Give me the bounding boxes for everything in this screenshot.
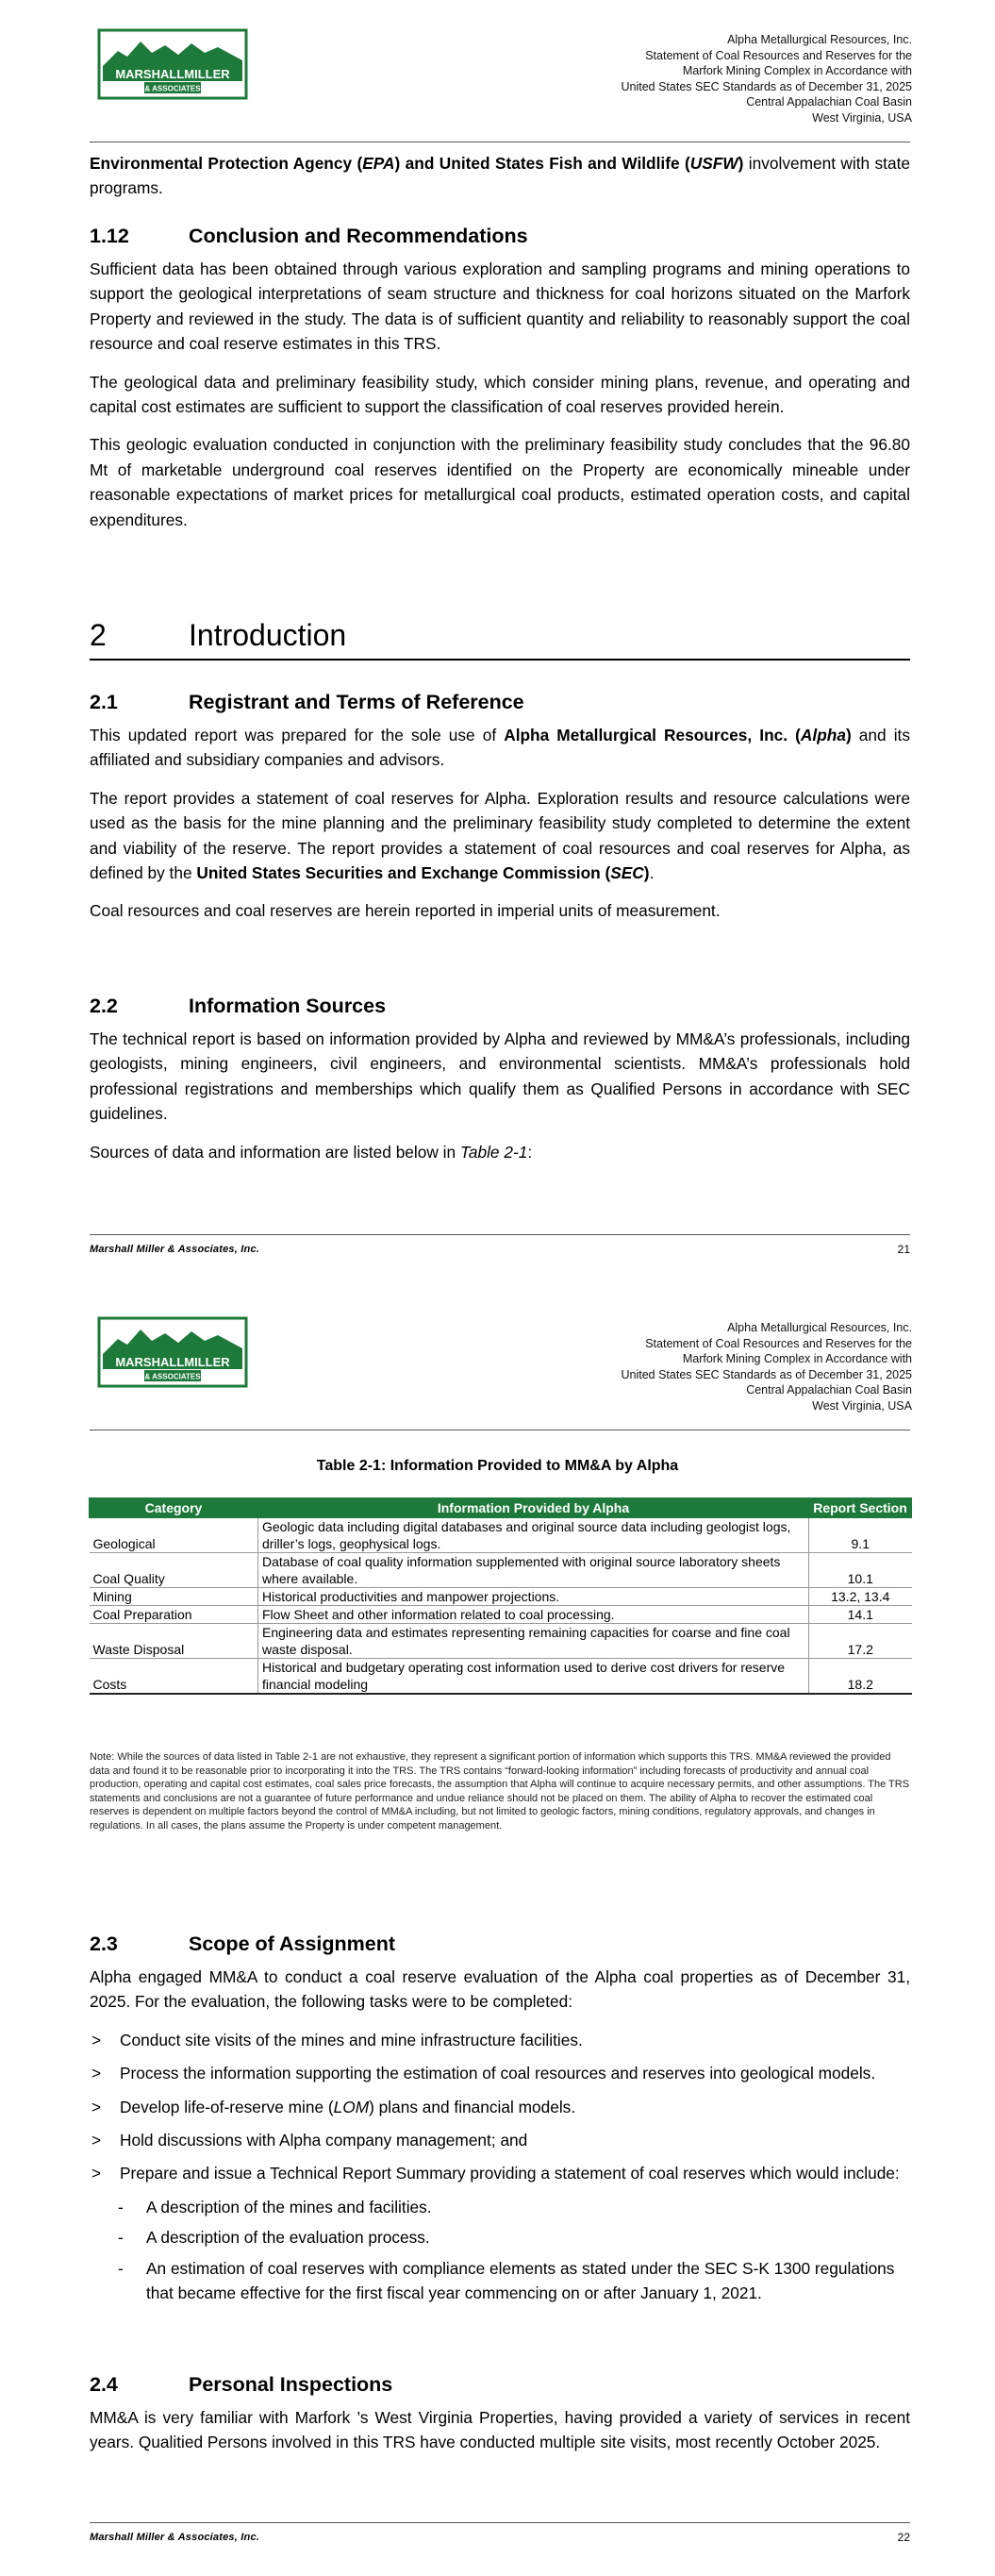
table-row: Coal Quality Database of coal quality information supplemented with original source laboratory sheets where available. 10.1: [90, 1553, 912, 1588]
footer-firm: Marshall Miller & Associates, Inc.: [90, 1244, 260, 1255]
table-row: Costs Historical and budgetary operating cost information used to derive cost drivers for reserve financial modeling 18.2: [90, 1659, 912, 1695]
table-header-row: [90, 1498, 912, 1518]
section-2-1-body: This updated report was prepared for the sole use of Alpha Metallurgical Resources, Inc. (Alpha) and its affiliated and subsidiary companies and advisors. The report provides a statement of coal reserves for Alpha. Exploration results and resource calculations were used as the basis for the mine planning and the preliminary feasibility study completed to determine the extent and viability of the reserve. The report provides a statement of coal resources and coal reserves for Alpha, as defined by the United States Securities and Exchange Commission (SEC). Coal resources and coal reserves are herein reported in imperial units of measurement.: [90, 726, 910, 921]
list-item: > Prepare and issue a Technical Report Summary providing a statement of coal reserves which would include:: [91, 2164, 900, 2183]
intro-paragraph: Environmental Protection Agency (EPA) and United States Fish and Wildlife (USFW) involvement with state programs.: [90, 154, 910, 198]
header-company: Alpha Metallurgical Resources, Inc.: [727, 1321, 912, 1334]
section-2-3-body: Alpha engaged MM&A to conduct a coal reserve evaluation of the Alpha coal properties as of December 31, 2025. For the evaluation, the following tasks were to be completed: > Conduct site visits of the mines and mine infrastructure facilities. > Process the information supporting the estimation of coal resources and reserves into geological models. > Develop life-of-reserve mine (LOM) plans and financial models. > Hold discussions with Alpha company management; and > Prepare and issue a Technical Report Summary providing a statement of coal reserves which would include: - A description of the mines and facilities. - A description of the evaluation process. - An estimation of coal reserves with compliance elements as stated under the SEC S-K 1300 regulations that became effective for the first fiscal year commencing on or after January 1, 2021.: [90, 1965, 910, 2311]
col-header-category: Category: [90, 1498, 258, 1518]
svg-text:MARSHALLMILLER: MARSHALLMILLER: [115, 67, 230, 81]
section-2-4-body: MM&A is very familiar with Marfork ’s West Virginia Properties, having provided a variety of services in recent years. Qualitied Persons involved in this TRS have conducted multiple site visits, most recently October 2025.: [90, 2408, 910, 2452]
table-row: Geological Geologic data including digital databases and original source data including geologist logs, driller’s logs, geophysical logs. 9.1: [90, 1518, 912, 1553]
page-header: Alpha Metallurgical Resources, Inc. Statement of Coal Resources and Reserves for the Marfork Mining Complex in Accordance with United States SEC Standards as of December 31, 2025 Central Appalachian Coal Basin West Virginia, USA: [535, 1320, 912, 1413]
info-table: [89, 1497, 912, 1695]
chapter-heading-2: 2 Introduction: [90, 618, 910, 661]
section-1-12-body: Sufficient data has been obtained through various exploration and sampling programs and mining operations to support the geological interpretations of seam structure and thickness for coal horizons situated on the Marfork Property and reviewed in the study. The data is of sufficient quantity and reliability to reasonably support the coal resource and coal reserve estimates in this TRS. The geological data and preliminary feasibility study, which consider mining plans, revenue, and operating and capital cost estimates are sufficient to support the classification of coal reserves provided herein. This geologic evaluation conducted in conjunction with the preliminary feasibility study concludes that the 96.80 Mt of marketable underground coal reserves identified on the Property are economically mineable under reasonable expectations of market prices for metallurgical coal products, estimated operation costs, and capital expenditures.: [90, 259, 910, 529]
footer-rule: [90, 2522, 910, 2523]
section-heading-2-4: 2.4 Personal Inspections: [90, 2373, 393, 2396]
section-2-2-body: The technical report is based on information provided by Alpha and reviewed by MM&A’s professionals, including geologists, mining engineers, civil engineers, and environmental scientists. MM&A’s professionals hold professional registrations and memberships which qualify them as Qualified Persons in accordance with SEC guidelines. Sources of data and information are listed below in Table 2-1:: [90, 1029, 910, 1162]
list-item: - A description of the mines and facilities.: [118, 2197, 432, 2216]
header-company: Alpha Metallurgical Resources, Inc.: [727, 33, 912, 46]
table-row: Coal Preparation Flow Sheet and other information related to coal processing. 14.1: [90, 1606, 912, 1624]
table-row: Waste Disposal Engineering data and estimates representing remaining capacities for coarse and fine coal waste disposal. 17.2: [90, 1624, 912, 1659]
list-item: > Develop life-of-reserve mine (LOM) plans and financial models.: [91, 2097, 576, 2116]
section-heading-2-1: 2.1 Registrant and Terms of Reference: [90, 691, 524, 713]
col-header-section: Report Section: [809, 1498, 912, 1518]
footer-firm: Marshall Miller & Associates, Inc.: [90, 2532, 260, 2543]
list-item: > Process the information supporting the estimation of coal resources and reserves into geological models.: [91, 2064, 876, 2083]
list-item: - A description of the evaluation process.: [118, 2228, 430, 2248]
section-heading-1-12: 1.12 Conclusion and Recommendations: [90, 225, 528, 247]
table-title: Table 2-1: Information Provided to MM&A by Alpha: [316, 1458, 679, 1474]
table-note: Note: While the sources of data listed in Table 2-1 are not exhaustive, they represent a significant portion of information which supports this TRS. MM&A reviewed the provided data and found it to be reasonable prior to incorporating it into the TRS. The TRS contains “forward-looking information” including forecasts of productivity and annual coal production, operating and capital cost estimates, coal sales price forecasts, the assumption that Alpha will continue to acquire necessary permits, and other assumptions. The TRS statements and conclusions are not a guarantee of future performance and undue reliance should not be placed on them. The ability of Alpha to recover the estimated coal reserves is dependent on multiple factors beyond the control of MM&A including, but not limited to geologic factors, mining conditions, regulatory approvals, and changes in regulations. In all cases, the plans assume the Property is under competent management.: [90, 1751, 910, 1832]
mma-logo: [97, 1316, 248, 1388]
page-header: Alpha Metallurgical Resources, Inc. Statement of Coal Resources and Reserves for the Marfork Mining Complex in Accordance with United States SEC Standards as of December 31, 2025 Central Appalachian Coal Basin West Virginia, USA: [535, 32, 912, 125]
list-item: - An estimation of coal reserves with compliance elements as stated under the SEC S-K 1300 regulations that became effective for the first fiscal year commencing on or after January 1, 2021.: [118, 2258, 895, 2303]
section-heading-2-2: 2.2 Information Sources: [90, 995, 387, 1017]
page-number: 21: [897, 1243, 910, 1256]
list-item: > Conduct site visits of the mines and mine infrastructure facilities.: [91, 2030, 583, 2049]
svg-text:& ASSOCIATES: & ASSOCIATES: [144, 84, 201, 93]
table-row: Mining Historical productivities and manpower projections. 13.2, 13.4: [90, 1588, 912, 1606]
mma-logo: [97, 28, 248, 100]
svg-text:& ASSOCIATES: & ASSOCIATES: [144, 1372, 201, 1381]
page-number: 22: [897, 2531, 910, 2544]
section-heading-2-3: 2.3 Scope of Assignment: [90, 1932, 396, 1955]
table-2-1-reference[interactable]: Table 2-1: [459, 1142, 528, 1162]
svg-text:MARSHALLMILLER: MARSHALLMILLER: [115, 1355, 230, 1369]
col-header-info: Information Provided by Alpha: [258, 1498, 809, 1518]
task-list: [90, 2028, 910, 2186]
footer-rule: [90, 1234, 910, 1235]
sub-list: [90, 2195, 910, 2306]
list-item: > Hold discussions with Alpha company management; and: [91, 2131, 528, 2150]
